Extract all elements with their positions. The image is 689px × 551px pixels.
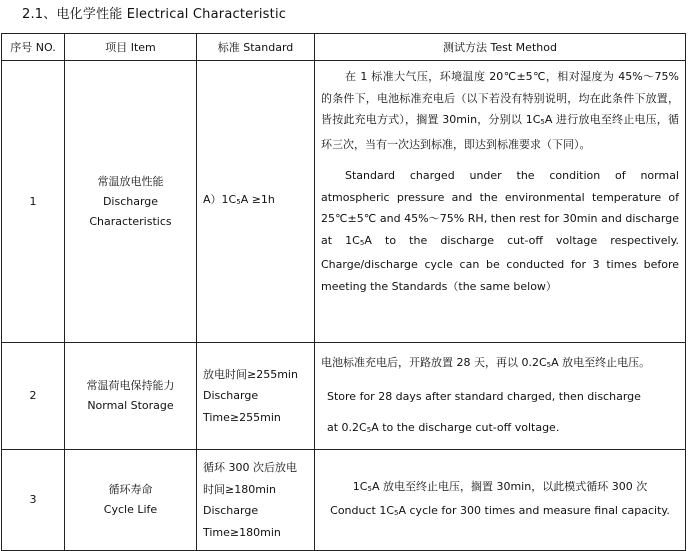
method-cn: 在 1 标准大气压，环境温度 20℃±5℃，相对湿度为 45%～75% 的条件下，电池标准充电后（以下若没有特别说明，均在此条件下放置，皆按此充电方式），搁置 30min，分别以 $1C_5A$ 进行放电至终止电压，循环三次，当有一次达到标准，即达到标准要求（下同）。 [321, 70, 679, 151]
item-cn: 常温放电性能 [97, 174, 164, 188]
row-item [65, 450, 197, 551]
header-no: 序号 NO. [2, 34, 65, 61]
table-row [2, 61, 686, 343]
row-standard: $A)1C_5A \ge 1h$ [197, 61, 315, 343]
item-cn: 循环寿命 [108, 483, 153, 496]
header-test-method: 测试方法 Test Method [315, 34, 686, 61]
item-cn: 常温荷电保持能力 [86, 379, 175, 392]
method-en: Conduct $1C_5A$ cycle for 300 times and measure final capacity. [330, 504, 670, 517]
table-row [2, 343, 686, 450]
item-en: Cycle Life [103, 503, 158, 516]
row-no: 3 [2, 450, 65, 551]
method-en: Standard charged under the condition of normal atmospheric pressure and the environmental temperature of 25℃±5℃ and 45%～75% RH, then rest for 30min and discharge at $1C_5A$ to the discharge cut-off voltage respectively. Charge/discharge cycle can be conducted for 3 times before meeting the Standards（the same below） [321, 169, 680, 293]
section-heading: 2.1、电化学性能 Electrical Characteristic [22, 7, 287, 22]
header-standard: 标准 Standard [197, 34, 315, 61]
item-en: Discharge [102, 194, 159, 208]
row-item [65, 61, 197, 343]
row-item [65, 343, 197, 450]
row-test-method [315, 343, 686, 450]
method-en: Store for 28 days after standard charged, then discharge [327, 389, 641, 403]
header-item: 项目 Item [65, 34, 197, 61]
table-row [2, 450, 686, 551]
row-standard: 放电时间≥255min Discharge Time≥255min [197, 343, 315, 450]
method-en: at $0.2C_5A$ to the discharge cut-off voltage. [327, 420, 560, 434]
row-test-method [315, 450, 686, 551]
row-no: 1 [2, 61, 65, 343]
row-test-method [315, 61, 686, 343]
table-header-row [2, 34, 686, 61]
electrical-characteristic-table [1, 33, 686, 551]
method-cn: $1C_5A$ 放电至终止电压，搁置 30min，以此模式循环 300 次 [352, 480, 648, 493]
row-standard: 循环 300 次后放电 时间≥180min Discharge Time≥180min [197, 450, 315, 551]
item-en: Characteristics [89, 214, 172, 228]
row-no: 2 [2, 343, 65, 450]
method-cn: 电池标准充电后，开路放置 28 天，再以 $0.2C_5A$ 放电至终止电压。 [321, 355, 651, 369]
item-en: Normal Storage [87, 399, 174, 412]
